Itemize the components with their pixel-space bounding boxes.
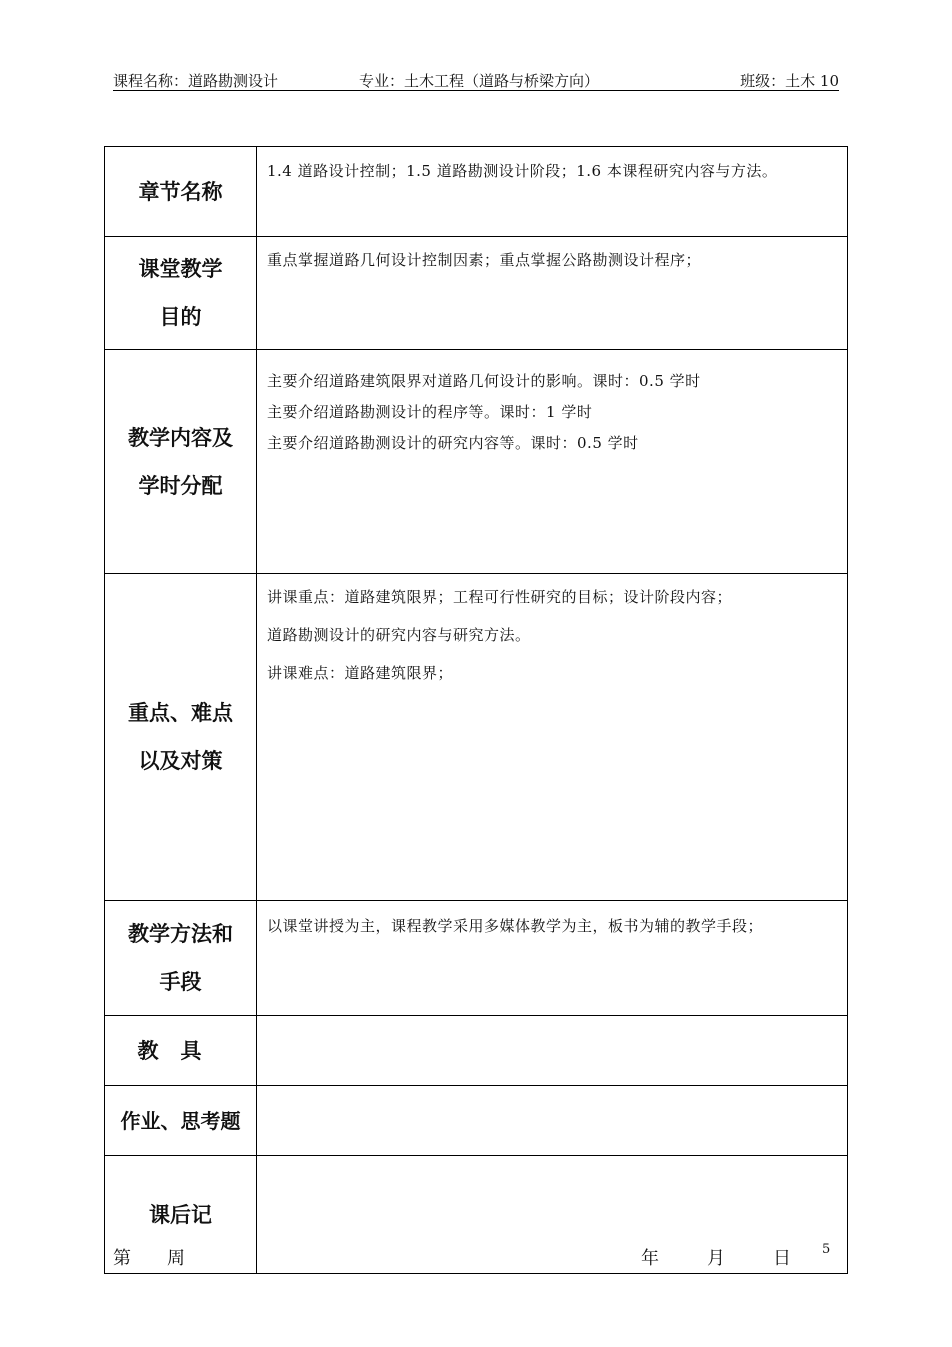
chapter-content xyxy=(257,147,848,237)
table-row xyxy=(105,237,848,350)
content-hours-line: 主要介绍道路勘测设计的程序等。课时：1 学时 xyxy=(267,403,593,421)
key-points-content xyxy=(257,574,848,901)
course-name: 课程名称：道路勘测设计 xyxy=(113,72,279,90)
content-hours-line: 主要介绍道路勘测设计的研究内容等。课时：0.5 学时 xyxy=(267,434,639,452)
key-points-line: 讲课难点：道路建筑限界； xyxy=(267,664,454,682)
table-row xyxy=(105,574,848,901)
goal-label xyxy=(105,237,257,350)
date-field xyxy=(641,1244,791,1270)
content-hours-line: 主要介绍道路建筑限界对道路几何设计的影响。课时：0.5 学时 xyxy=(267,372,701,390)
content-hours-label xyxy=(105,350,257,574)
lesson-plan-table xyxy=(104,146,848,1274)
goal-label-line2: 目的 xyxy=(159,305,202,329)
key-points-label-line2: 以及对策 xyxy=(138,749,223,773)
methods-content xyxy=(257,901,848,1016)
homework-label: 作业、思考题 xyxy=(105,1086,257,1156)
tools-label-text: 教具 xyxy=(137,1038,224,1063)
key-points-line: 讲课重点：道路建筑限界；工程可行性研究的目标；设计阶段内容； xyxy=(267,588,733,606)
key-points-label-line1: 重点、难点 xyxy=(128,701,233,725)
major-name: 专业：土木工程（道路与桥梁方向） xyxy=(359,72,600,90)
week-prefix: 第 xyxy=(113,1248,131,1269)
key-points-line: 道路勘测设计的研究内容与研究方法。 xyxy=(267,626,531,644)
methods-label xyxy=(105,901,257,1016)
chapter-label: 章节名称 xyxy=(105,147,257,237)
tools-label xyxy=(105,1016,257,1086)
table-row xyxy=(105,1086,848,1156)
day-label: 日 xyxy=(773,1248,791,1269)
class-name: 班级：土木 10 xyxy=(740,72,839,90)
key-points-label xyxy=(105,574,257,901)
table-row xyxy=(105,901,848,1016)
goal-label-line1: 课堂教学 xyxy=(138,257,223,281)
content-hours-content xyxy=(257,350,848,574)
methods-text: 以课堂讲授为主，课程教学采用多媒体教学为主，板书为辅的教学手段； xyxy=(267,917,764,935)
page-header xyxy=(113,68,839,91)
chapter-text: 1.4 道路设计控制；1.5 道路勘测设计阶段；1.6 本课程研究内容与方法。 xyxy=(267,162,778,180)
methods-label-line2: 手段 xyxy=(159,970,202,994)
content-hours-label-line2: 学时分配 xyxy=(138,473,223,498)
content-hours-label-line1: 教学内容及 xyxy=(128,425,233,450)
table-row xyxy=(105,350,848,574)
page-number: 5 xyxy=(822,1242,831,1257)
year-label: 年 xyxy=(641,1248,659,1269)
table-row xyxy=(105,147,848,237)
goal-content xyxy=(257,237,848,350)
week-field xyxy=(113,1244,185,1270)
notes-label: 课后记 xyxy=(105,1156,257,1274)
month-label: 月 xyxy=(707,1248,725,1269)
week-suffix: 周 xyxy=(167,1248,185,1269)
homework-content xyxy=(257,1086,848,1156)
methods-label-line1: 教学方法和 xyxy=(128,922,233,946)
table-row xyxy=(105,1016,848,1086)
tools-content xyxy=(257,1016,848,1086)
goal-text: 重点掌握道路几何设计控制因素；重点掌握公路勘测设计程序； xyxy=(267,251,702,269)
